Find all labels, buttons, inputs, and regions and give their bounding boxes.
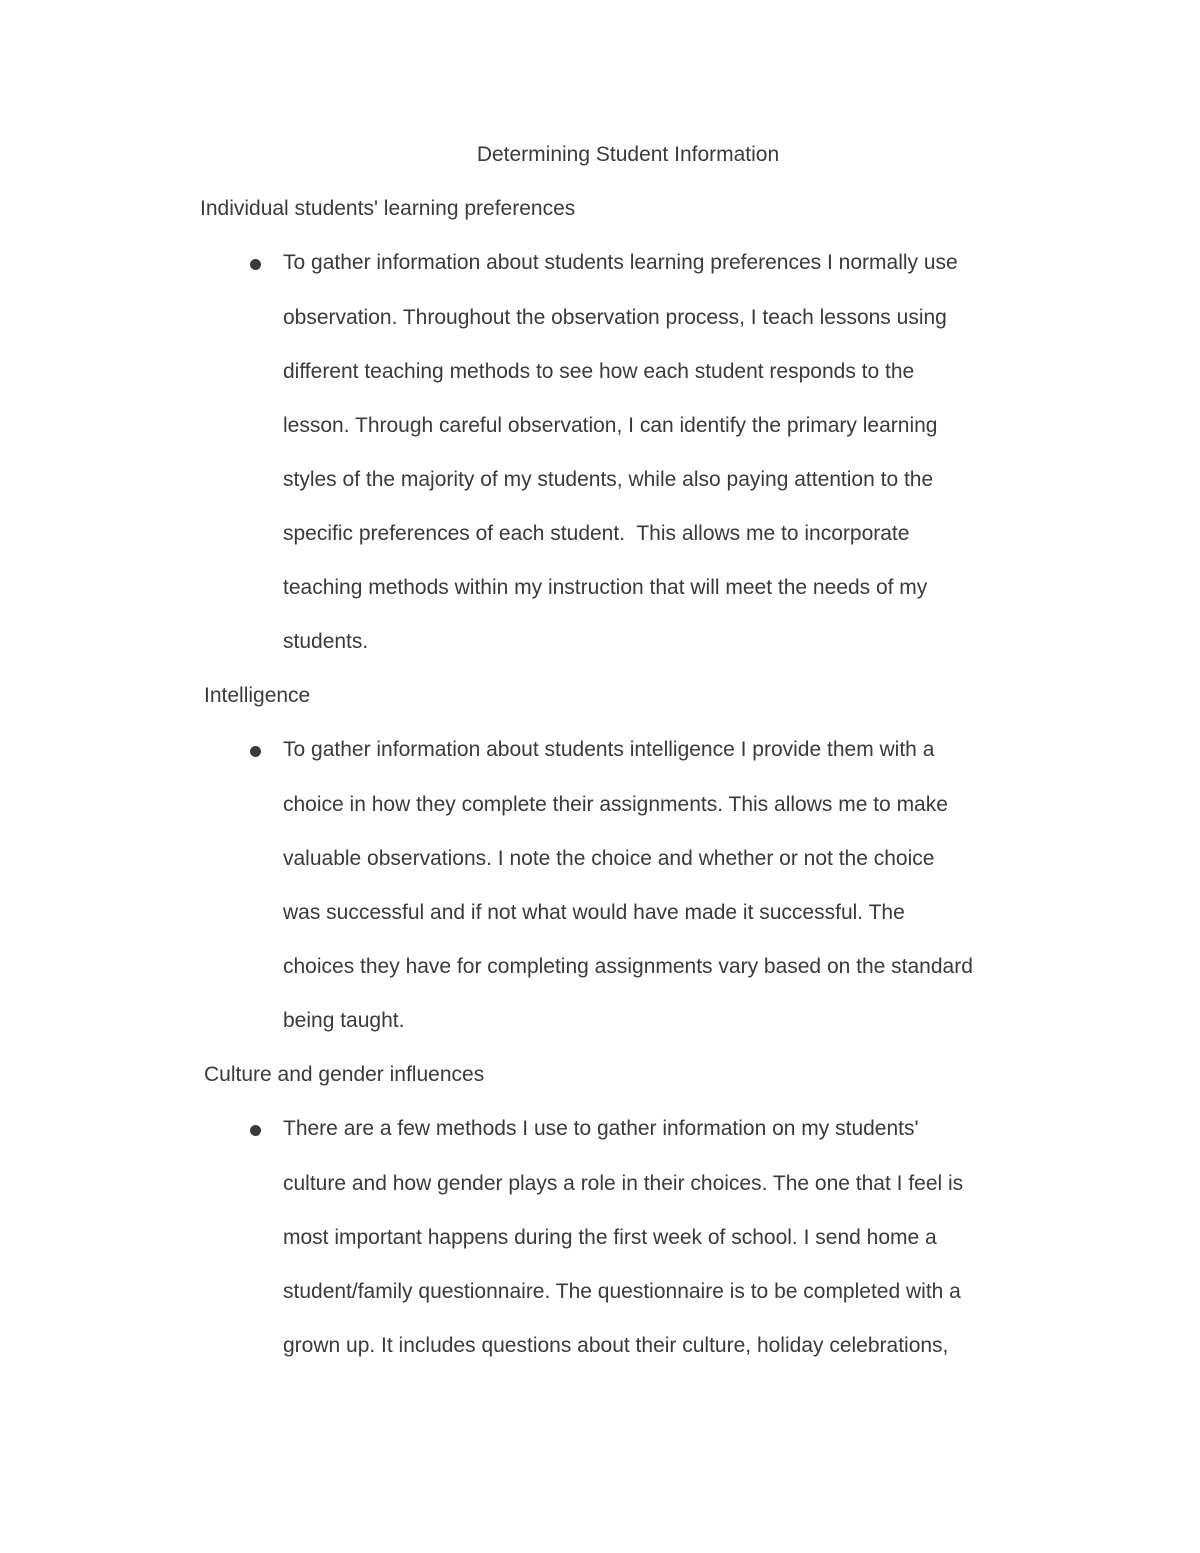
section-heading-learning-preferences: Individual students' learning preferences (200, 197, 576, 220)
paragraph-line: students. (283, 630, 369, 653)
bullet-icon (250, 1125, 261, 1136)
paragraph-line: There are a few methods I use to gather information on my students' (283, 1117, 919, 1140)
paragraph-line: To gather information about students learning preferences I normally use (283, 251, 958, 274)
paragraph-line: teaching methods within my instruction that will meet the needs of my (283, 576, 928, 599)
bullet-icon (250, 746, 261, 757)
paragraph-line: lesson. Through careful observation, I can identify the primary learning (283, 414, 938, 437)
paragraph-line: valuable observations. I note the choice and whether or not the choice (283, 847, 935, 870)
paragraph-line: choices they have for completing assignments vary based on the standard (283, 955, 973, 978)
paragraph-line: different teaching methods to see how each student responds to the (283, 360, 915, 383)
paragraph-line: was successful and if not what would have made it successful. The (283, 901, 905, 924)
paragraph-line: To gather information about students intelligence I provide them with a (283, 738, 935, 761)
paragraph-line: most important happens during the first week of school. I send home a (283, 1226, 937, 1249)
bullet-icon (250, 259, 261, 270)
paragraph-line: culture and how gender plays a role in their choices. The one that I feel is (283, 1172, 964, 1195)
paragraph-line: styles of the majority of my students, while also paying attention to the (283, 468, 934, 491)
section-heading-intelligence: Intelligence (204, 684, 311, 707)
document-title: Determining Student Information (476, 143, 780, 166)
paragraph-line: grown up. It includes questions about their culture, holiday celebrations, (283, 1334, 949, 1357)
paragraph-line: specific preferences of each student. This allows me to incorporate (283, 522, 910, 545)
paragraph-line: student/family questionnaire. The questionnaire is to be completed with a (283, 1280, 961, 1303)
paragraph-line: being taught. (283, 1009, 405, 1032)
paragraph-line: observation. Throughout the observation process, I teach lessons using (283, 306, 947, 329)
paragraph-line: choice in how they complete their assignments. This allows me to make (283, 793, 948, 816)
section-heading-culture-gender: Culture and gender influences (204, 1063, 485, 1086)
